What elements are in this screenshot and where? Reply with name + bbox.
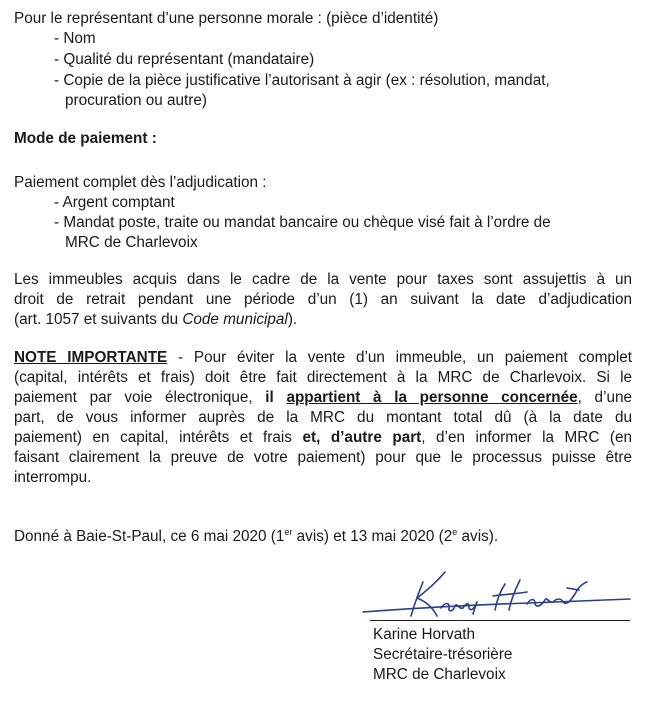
signatory-org: MRC de Charlevoix — [373, 666, 506, 683]
retrait-line-3-text: (art. 1057 et suivants du — [14, 311, 183, 328]
signature-line — [370, 620, 630, 621]
note-line-5 — [14, 428, 632, 447]
given-at-line — [14, 527, 498, 546]
code-municipal-citation: Code municipal — [182, 311, 288, 328]
given-sup-2: e — [452, 527, 458, 537]
note-line-6: faisant clairement la preuve de votre paiement) pour que le processus puisse être — [14, 449, 632, 466]
note-line-3-text: paiement par voie électronique, — [14, 389, 266, 406]
note-line-1-text: - Pour éviter la vente d’un immeuble, un paiement complet — [167, 349, 633, 366]
signatory-title: Secrétaire-trésorière — [373, 646, 513, 663]
note-line-2: (capital, intérêts et frais) doit être fait directement à la MRC de Charlevoix. Si le — [14, 369, 632, 386]
retrait-line-3-end: ). — [287, 311, 298, 328]
identity-item-name: - Nom — [54, 30, 96, 47]
given-sup-1: er — [284, 527, 293, 537]
note-importante-label: NOTE IMPORTANTE — [14, 349, 168, 366]
note-line-3-bold-il: il — [265, 389, 274, 406]
identity-item-quality: - Qualité du représentant (mandataire) — [54, 51, 315, 68]
retrait-line-2: droit de retrait pendant une période d’un (1) an suivant la date d’adjudication — [14, 291, 632, 308]
note-line-4: part, de vous informer auprès de la MRC du montant total dû (à la date du — [14, 409, 632, 426]
note-line-3 — [14, 388, 632, 407]
payment-intro: Paiement complet dès l’adjudication : — [14, 174, 267, 191]
note-line-5-end: , d’en informer la MRC (en — [421, 429, 633, 446]
given-text-2: avis) et 13 mai 2020 (2 — [292, 528, 453, 545]
note-line-1 — [14, 348, 632, 367]
retrait-line-1: Les immeubles acquis dans le cadre de la vente pour taxes sont assujettis à un — [14, 271, 632, 288]
identity-item-copy-cont: procuration ou autre) — [65, 92, 208, 109]
payment-item-cash: - Argent comptant — [54, 194, 175, 211]
note-line-3-end: , d’une — [577, 389, 632, 406]
given-text-3: avis). — [457, 528, 499, 545]
note-line-7: interrompu. — [14, 469, 92, 486]
note-line-3-bold-responsibility: appartient à la personne concernée — [286, 389, 578, 406]
note-line-5-text: paiement) en capital, intérêts et frais — [14, 429, 303, 446]
retrait-line-3 — [14, 310, 297, 329]
payment-item-order: - Mandat poste, traite ou mandat bancaire ou chèque visé fait à l’ordre de — [54, 214, 551, 231]
given-text-1: Donné à Baie-St-Paul, ce 6 mai 2020 (1 — [14, 528, 285, 545]
identity-intro: Pour le représentant d’une personne morale : (pièce d’identité) — [14, 10, 439, 27]
payment-heading: Mode de paiement : — [14, 130, 157, 147]
identity-item-copy: - Copie de la pièce justificative l’autorisant à agir (ex : résolution, mandat, — [54, 72, 550, 89]
signatory-name: Karine Horvath — [373, 626, 476, 643]
payment-item-order-cont: MRC de Charlevoix — [65, 234, 198, 251]
note-line-5-bold: et, d’autre part — [302, 429, 422, 446]
